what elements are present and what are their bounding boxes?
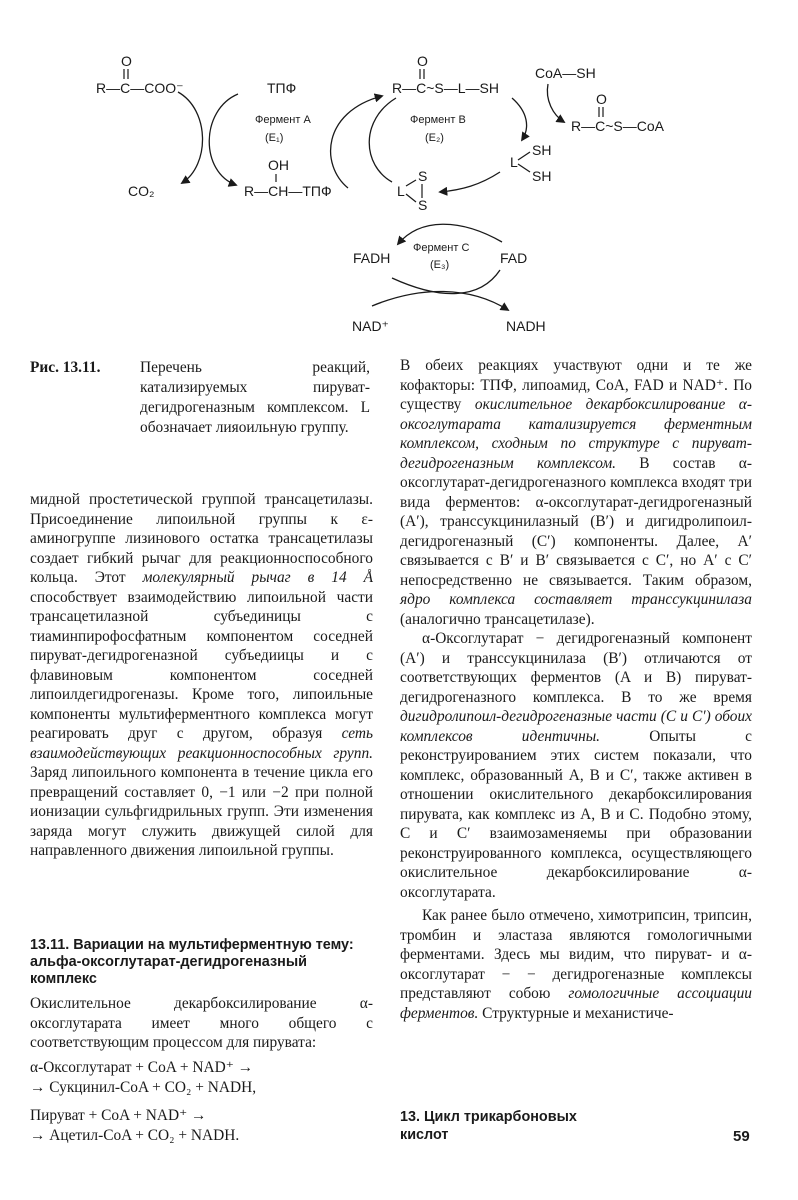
enzyme-c-sub: (E₃) [430, 259, 450, 271]
oxidized-lipoamide-s-top: S [418, 168, 428, 184]
oxygen-label-pyruvate: O [121, 53, 132, 69]
to-oxidized-lipoamide-arrow [440, 172, 500, 192]
nad-arrow [372, 291, 508, 310]
hydroxyethyl-oh-label: OH [268, 157, 289, 173]
nad-label: NAD⁺ [352, 318, 389, 334]
coa-sh-label: CoA—SH [535, 65, 596, 81]
enzyme-c-label: Фермент C [413, 242, 470, 254]
acyl-lipoamide-label: R—C~S—L—SH [392, 80, 499, 96]
hydroxyethyl-tpp-label: R—CH—ТПФ [244, 183, 332, 199]
reduced-lipoamide-sh-top: SH [532, 142, 552, 158]
co2-label: CO₂ [128, 183, 155, 199]
reduced-lipoamide-l: L [510, 154, 518, 170]
section-title: 13.11. Вариации на мультиферментную тему: альфа-оксоглутарат-дегидрогеназный комплекс [30, 937, 354, 987]
enzyme-b-sub: (E₂) [425, 132, 444, 144]
right-paragraph-3: Как ранее было отмечено, химотрипсин, трипсин, тромбин и эластаза являются гомологичными ферментами. Здесь мы видим, что пируват- и α-оксоглутарат − − дегидрогеназные комплексы представляют собою гомологичные ассоциации ферментов. Структурные и механистиче- [400, 907, 752, 1022]
reaction-diagram [0, 0, 798, 350]
enzyme-a-label: Фермент A [255, 114, 311, 126]
page-number: 59 [733, 1128, 750, 1145]
oxygen-label-acyl-coa: O [596, 91, 607, 107]
fadh-label: FADH [353, 250, 391, 266]
equation-1-line-2: → Сукцинил-CoA + CO₂ + NADH, [30, 1079, 257, 1096]
nadh-label: NADH [506, 318, 546, 334]
pyruvate-label: R—C—COO⁻ [96, 80, 184, 96]
equation-1-line-1: α-Оксоглутарат + CoA + NAD⁺ → [30, 1059, 254, 1076]
to-reduced-lipoamide-arrow [512, 98, 527, 140]
right-paragraph-1: В обеих реакциях участвуют одни и те же кофакторы: ТПФ, липоамид, CoA, FAD и NAD⁺. По существу окислительное декарбоксилирование α-оксоглутарата катализируется ферментным комплексом, сходным по структуре с пируват-дегидрогеназным комплексом. В состав α-оксоглутарат-дегидрогеназного комплекса входят три вида ферментов: α-оксоглутарат-дегидрогеназный (A′), транссукцинилазный (B′) и дигидролипоил-дегидрогеназный (C′) компоненты. Далее, A′ связывается с B′ и B′ связывается с C′, но A′ с C′ непосредственно не связывается. Таким образом, ядро комплекса составляет транссукцинилаза (аналогично трансацетилазе). [400, 357, 753, 628]
section-intro: Окислительное декарбоксилирование α-оксоглутарата имеет много общего с соответствующим процессом для пирувата: [30, 995, 373, 1051]
fad-bottom-arrow [392, 270, 500, 294]
reduced-lipoamide-sh-bottom: SH [532, 168, 552, 184]
tpp-label: ТПФ [267, 80, 297, 96]
enzyme-a-sub: (E₁) [265, 132, 284, 144]
enzyme-a-arrow-right [209, 94, 238, 185]
enzyme-b-arrow-back [369, 98, 396, 182]
coa-arrow [547, 84, 564, 122]
right-column-text [400, 356, 752, 1023]
oxygen-label-acyl: O [417, 53, 428, 69]
oxidized-lipoamide-s-bottom: S [418, 197, 428, 213]
equation-2-line-1: Пируват + CoA + NAD⁺ → [30, 1107, 207, 1124]
chapter-footer: 13. Цикл трикарбоновых кислот [400, 1109, 577, 1143]
right-paragraph-2: α-Оксоглутарат − дегидрогеназный компонент (A′) и транссукцинилаза (B′) отличаются от соответствующих ферментов (A и B) пируват-дегидрогеназного комплекса. В то же время дигидролипоил-дегидрогеназные части (C и C′) обоих комплексов идентичны. Опыты с реконструированием этих систем показали, что комплекс, образованный A, B и C′, также активен в отношении окислительного декарбоксилирования пирувата, как комплекс из A, B и C. Подобно этому, C и C′ взаимозаменяемы при образовании реконструированного комплекса, осуществляющего окислительное декарбоксилирование α-оксоглутарата. [400, 630, 752, 901]
enzyme-b-arrow-up [331, 96, 382, 188]
oxidized-lipoamide-l: L [397, 183, 405, 199]
enzyme-a-arrow-left [178, 92, 203, 183]
fad-label: FAD [500, 250, 528, 266]
equation-2-line-2: → Ацетил-CoA + CO₂ + NADH. [30, 1127, 240, 1144]
acyl-coa-label: R—C~S—CoA [571, 118, 664, 134]
figure-label: Рис. 13.11. [30, 359, 101, 376]
enzyme-b-label: Фермент B [410, 114, 466, 126]
left-paragraph: мидной простетической группой трансацетилазы. Присоединение липоильной группы к ε-аминогруппе лизинового остатка трансацетилазы создает гибкий рычаг для реакционноспособного кольца. Этот молекулярный рычаг в 14 Å способствует взаимодействию липоильной части трансацетилазной субъединицы с тиаминпирофосфатным компонентом соседней пируват-дегидрогеназной субъедиицы и с флавиновым компонентом соседней липоилдегидрогеназы. Кроме того, липоильные компоненты мультиферментного комплекса могут реагировать друг с другом, образуя сеть взаимодействующих реакционноспособных групп. Заряд липоильного компонента в течение цикла его превращений составляет 0, −1 или −2 при полной ионизации сульфгидрильных групп. Эти изменения заряда могут служить движущей силой для направленного движения липоильной группы. [30, 491, 373, 859]
figure-caption-text: Перечень реакций, катализируемых пируват-дегидрогеназным комплексом. L обозначает лияоильную группу. [140, 359, 370, 436]
left-column-text [30, 490, 373, 861]
